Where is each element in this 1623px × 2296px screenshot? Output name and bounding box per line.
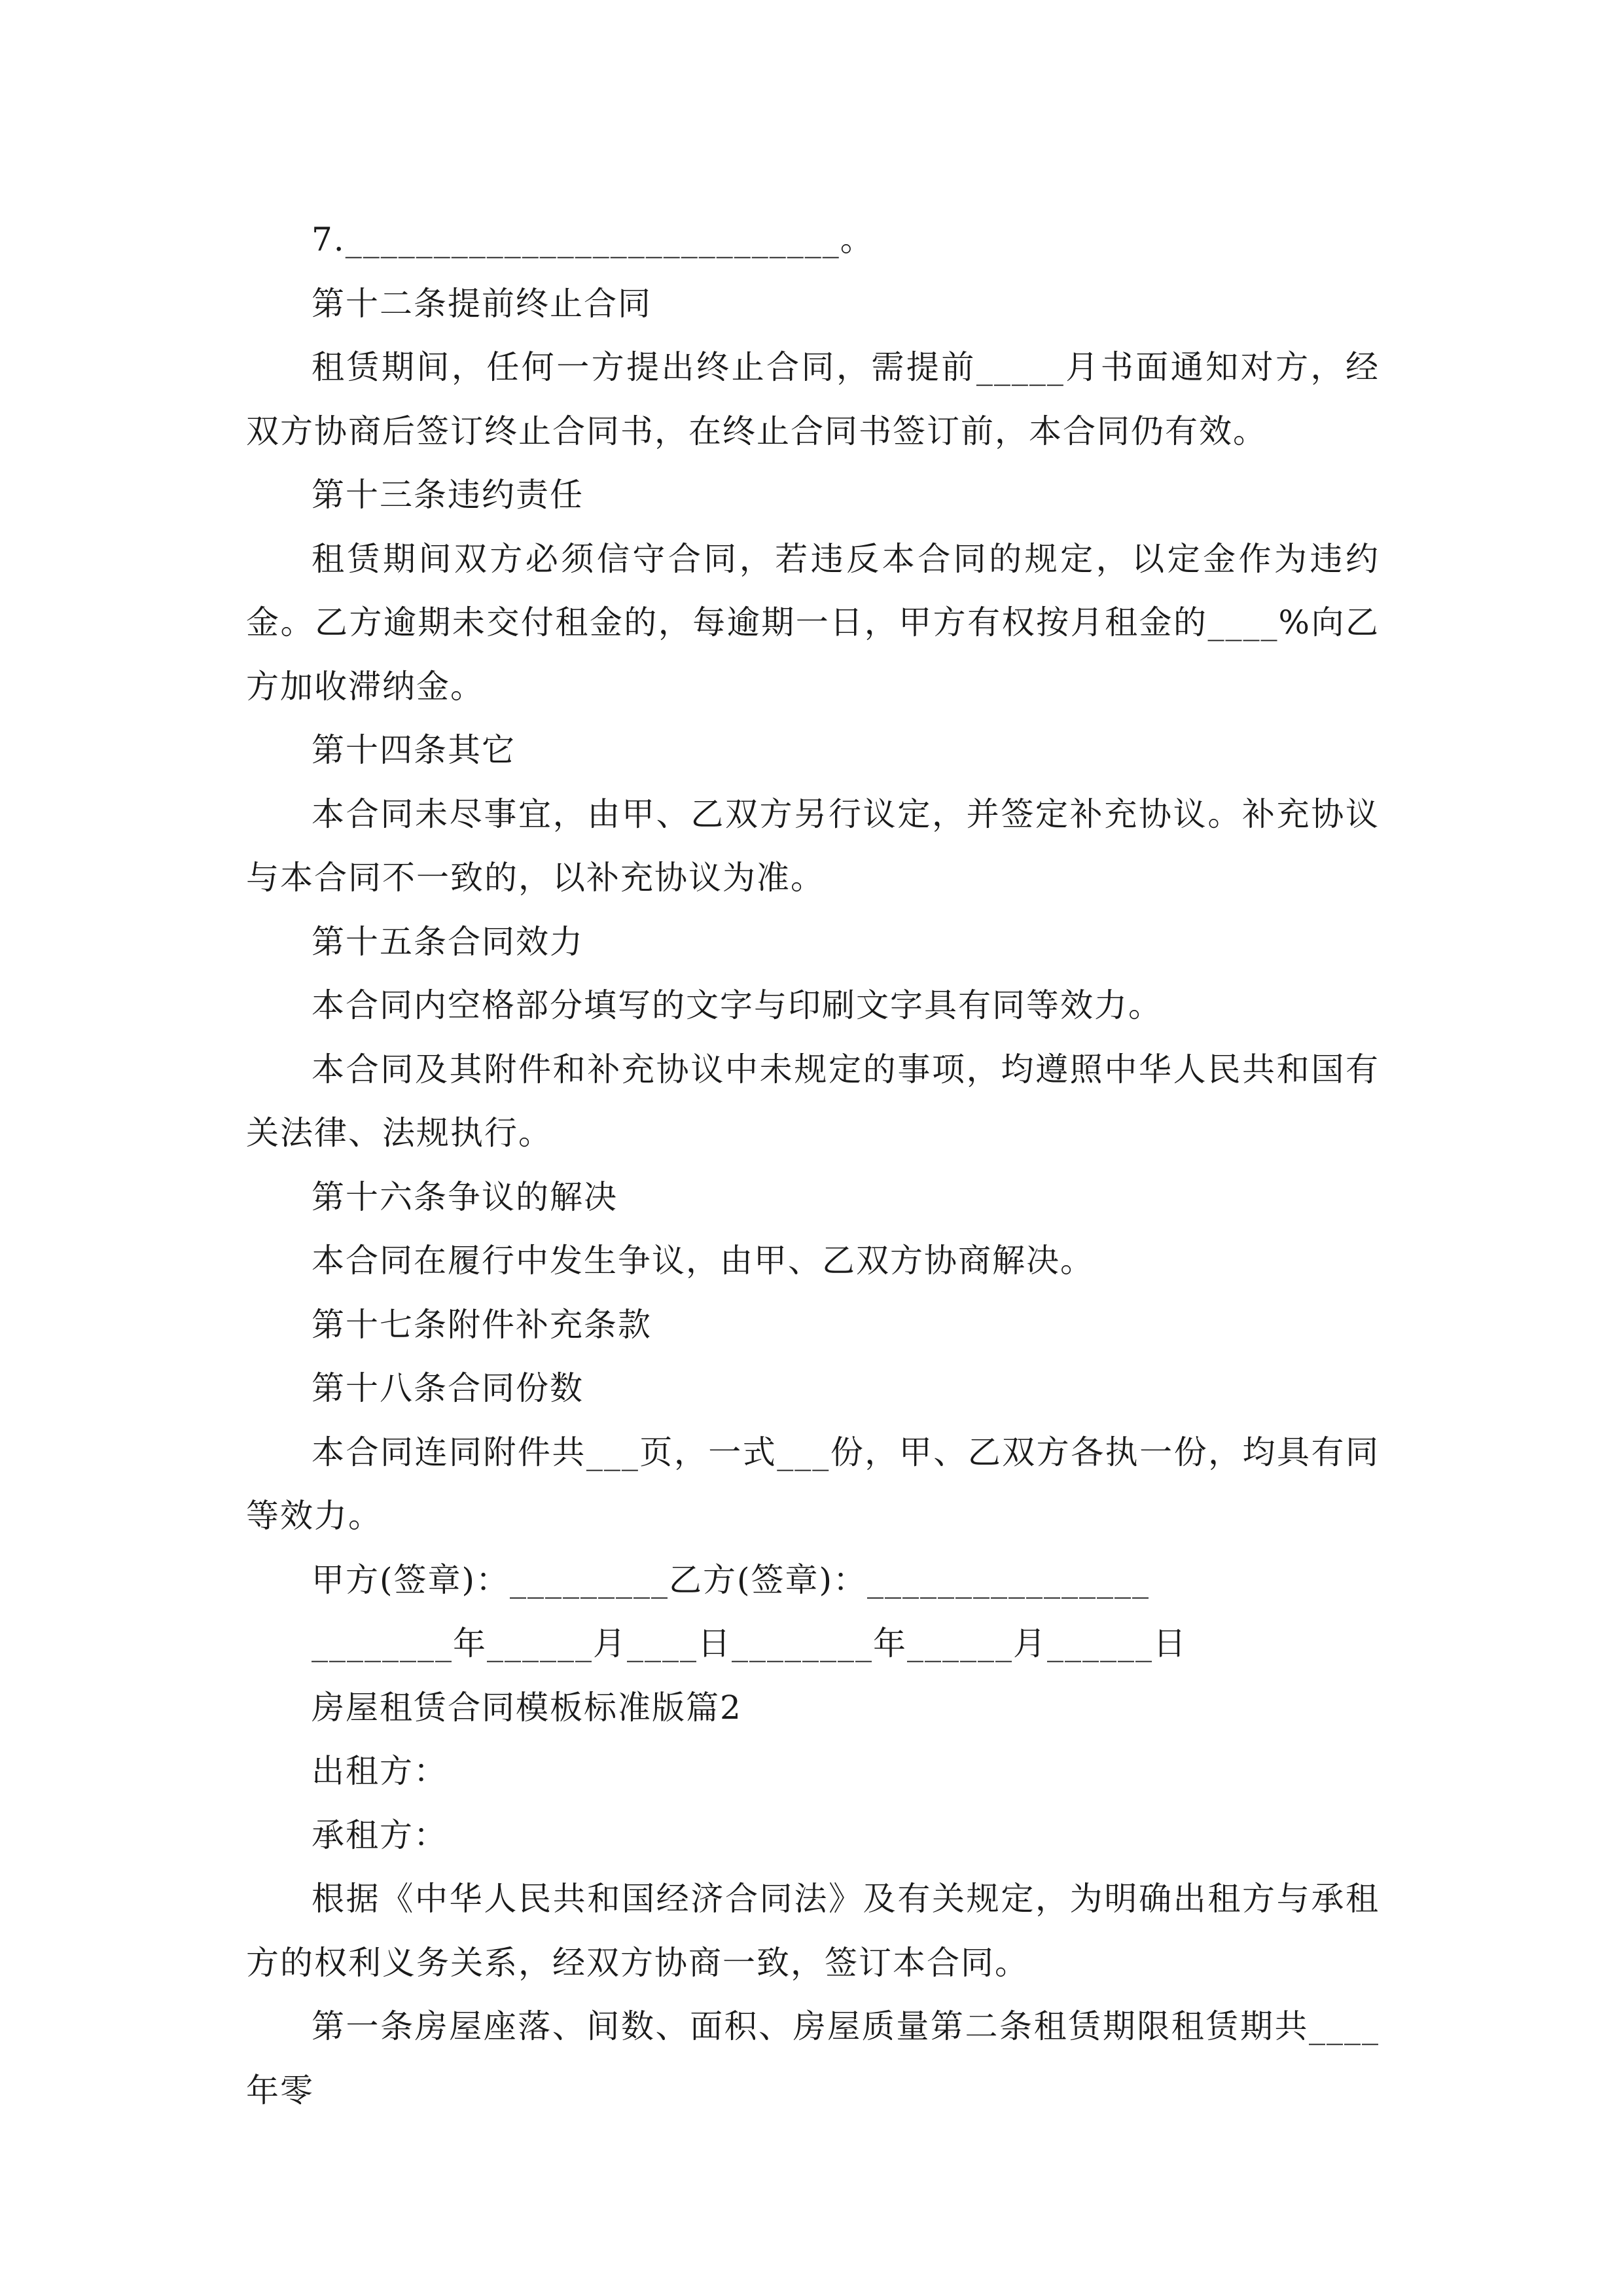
heading-article-12: 第十二条提前终止合同 <box>312 284 652 323</box>
paragraph-breach-liability: 租赁期间双方必须信守合同，若违反本合同的规定，以定金作为违约金。乙方逾期未交付租金的，每逾期一日，甲方有权按月租金的____%向乙方加收滞纳金。 <box>246 539 1380 706</box>
paragraph-early-termination: 租赁期间，任何一方提出终止合同，需提前_____月书面通知对方，经双方协商后签订终止合同书，在终止合同书签订前，本合同仍有效。 <box>246 348 1380 450</box>
paragraph-preamble: 根据《中华人民共和国经济合同法》及有关规定，为明确出租方与承租方的权利义务关系，经双方协商一致，签订本合同。 <box>246 1880 1380 1982</box>
paragraph-dispute-resolution: 本合同在履行中发生争议，由甲、乙双方协商解决。 <box>312 1242 1094 1280</box>
paragraph-contract-validity: 本合同内空格部分填写的文字与印刷文字具有同等效力。 <box>312 986 1162 1024</box>
heading-article-14: 第十四条其它 <box>312 731 516 769</box>
heading-template-2: 房屋租赁合同模板标准版篇2 <box>312 1688 742 1727</box>
heading-article-16: 第十六条争议的解决 <box>312 1177 618 1216</box>
date-line: ________年______月____日________年______月______日 <box>312 1624 1187 1662</box>
lessee-label: 承租方： <box>312 1816 448 1854</box>
paragraph-item-7-blank: 7.____________________________。 <box>312 221 874 259</box>
paragraph-article-1-2: 第一条房屋座落、间数、面积、房屋质量第二条租赁期限租赁期共____年零 <box>246 2007 1380 2109</box>
document-body <box>246 208 1380 2123</box>
heading-article-15: 第十五条合同效力 <box>312 922 584 961</box>
lessor-label: 出租方： <box>312 1752 448 1790</box>
paragraph-copies: 本合同连同附件共___页，一式___份，甲、乙双方各执一份，均具有同等效力。 <box>246 1433 1380 1535</box>
heading-article-18: 第十八条合同份数 <box>312 1369 584 1407</box>
paragraph-other-matters: 本合同未尽事宜，由甲、乙双方另行议定，并签定补充协议。补充协议与本合同不一致的，以补充协议为准。 <box>246 795 1380 897</box>
heading-article-17: 第十七条附件补充条款 <box>312 1305 652 1344</box>
signature-line: 甲方(签章)：_________乙方(签章)：________________ <box>312 1560 1150 1599</box>
heading-article-13: 第十三条违约责任 <box>312 476 584 514</box>
paragraph-applicable-law: 本合同及其附件和补充协议中未规定的事项，均遵照中华人民共和国有关法律、法规执行。 <box>246 1050 1380 1152</box>
